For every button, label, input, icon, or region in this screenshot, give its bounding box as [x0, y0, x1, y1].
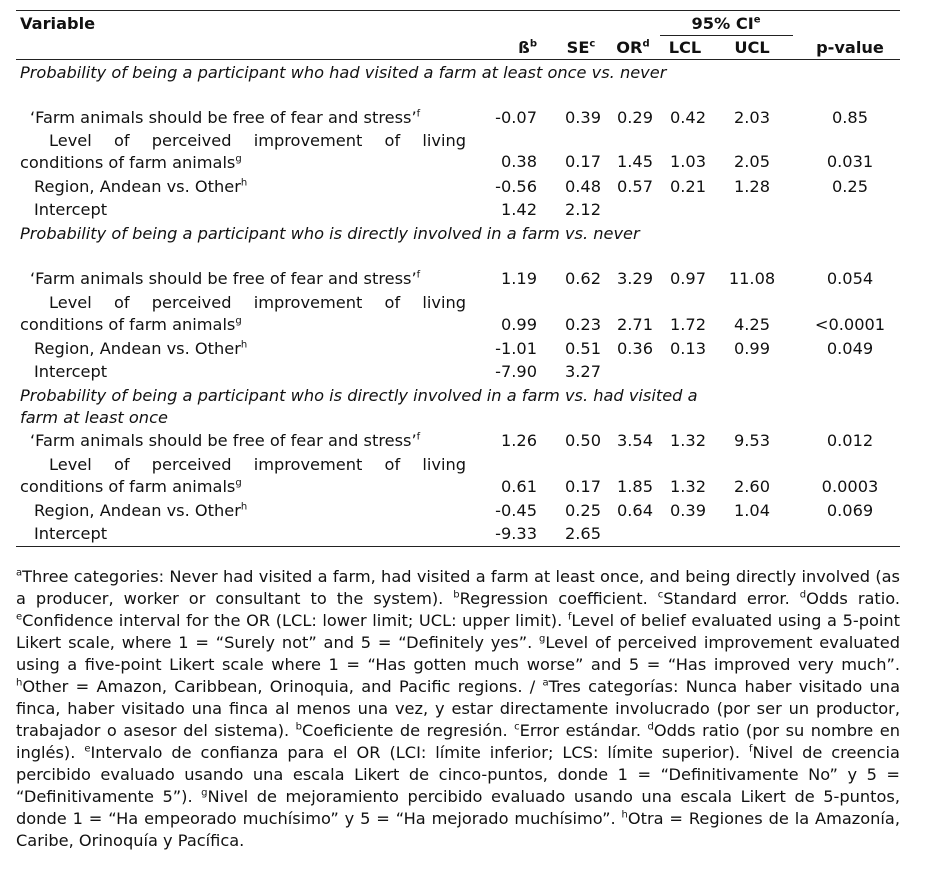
- header-se-sup: c: [589, 38, 596, 50]
- header-beta-sup: b: [529, 38, 537, 50]
- row-label-intercept: Intercept: [34, 524, 108, 543]
- cell-ucl: 1.28: [733, 177, 771, 196]
- cell-ucl: 9.53: [733, 431, 771, 450]
- cell-se: 0.17: [564, 152, 601, 171]
- footnote-a-text: Three categories: Never had visited a farm, had visited a farm at least once, and being directly involved (as a producer, worker or consultant to the system).: [16, 567, 900, 608]
- cell-or: 0.57: [616, 177, 653, 196]
- header-or-text: OR: [616, 38, 643, 57]
- cell-or: 1.85: [616, 477, 653, 496]
- cell-or: 3.29: [616, 269, 653, 288]
- cell-lcl: 0.21: [669, 177, 706, 196]
- cell-pvalue: 0.031: [826, 152, 874, 171]
- cell-beta: -0.07: [495, 108, 537, 127]
- cell-se: 0.23: [564, 315, 601, 334]
- cell-beta: 0.61: [500, 477, 537, 496]
- cell-se: 2.12: [564, 200, 601, 219]
- cell-beta: 1.19: [500, 269, 537, 288]
- cell-pvalue: 0.054: [826, 269, 874, 288]
- cell-beta: -9.33: [495, 524, 537, 543]
- header-ci-text: 95% CI: [691, 14, 754, 33]
- header-bottom-rule: [16, 59, 900, 60]
- header-or: [608, 37, 658, 59]
- cell-or: 0.36: [616, 339, 653, 358]
- section-title-2: Probability of being a participant who is directly involved in a farm vs. never: [20, 224, 640, 243]
- cell-ucl: 1.04: [733, 501, 771, 520]
- row-label-fear: ‘Farm animals should be free of fear and stress’$^f$: [30, 269, 421, 288]
- cell-lcl: 0.39: [669, 501, 706, 520]
- header-lcl-text: LCL: [668, 38, 702, 57]
- ci-underline: [660, 35, 793, 36]
- header-se-text: SE: [566, 38, 590, 57]
- cell-lcl: 0.13: [669, 339, 706, 358]
- header-beta: [482, 37, 537, 59]
- cell-lcl: 0.42: [669, 108, 706, 127]
- header-pvalue: [802, 37, 898, 59]
- section-title-1: Probability of being a participant who had visited a farm at least once vs. never: [20, 63, 667, 82]
- cell-se: 0.17: [564, 477, 601, 496]
- header-ucl: [722, 37, 782, 59]
- cell-pvalue: 0.069: [826, 501, 874, 520]
- header-beta-text: ß: [518, 38, 530, 57]
- cell-ucl: 11.08: [728, 269, 776, 288]
- table-bottom-rule: [16, 546, 900, 547]
- cell-beta: 1.42: [500, 200, 537, 219]
- table-footnotes: [16, 566, 900, 852]
- cell-se: 0.25: [564, 501, 601, 520]
- cell-pvalue: 0.25: [831, 177, 869, 196]
- section-title-3: Probability of being a participant who is directly involved in a farm vs. had visited a farm at least once: [20, 386, 698, 427]
- cell-ucl: 0.99: [733, 339, 771, 358]
- cell-beta: 0.99: [500, 315, 537, 334]
- table-top-rule: [16, 10, 900, 11]
- header-or-sup: d: [642, 38, 650, 50]
- row-label-improvement: Level of perceived improvement of living conditions of farm animals$^g$: [20, 293, 466, 334]
- row-label-region: Region, Andean vs. Other$^h$: [34, 339, 248, 358]
- cell-se: 0.50: [564, 431, 601, 450]
- cell-se: 0.62: [564, 269, 601, 288]
- cell-beta: 0.38: [500, 152, 537, 171]
- header-lcl: [660, 37, 710, 59]
- header-variable: [20, 13, 95, 35]
- header-ci: [660, 13, 792, 35]
- cell-se: 0.48: [564, 177, 601, 196]
- header-variable-text: Variable: [20, 14, 96, 33]
- cell-ucl: 2.05: [733, 152, 771, 171]
- footnote-a-marker: a: [16, 567, 23, 579]
- row-label-fear: ‘Farm animals should be free of fear and stress’$^f$: [30, 108, 421, 127]
- cell-se: 3.27: [564, 362, 601, 381]
- cell-se: 0.51: [564, 339, 601, 358]
- cell-ucl: 2.03: [733, 108, 771, 127]
- cell-lcl: 1.32: [669, 477, 706, 496]
- cell-or: 0.64: [616, 501, 653, 520]
- cell-lcl: 0.97: [669, 269, 706, 288]
- cell-lcl: 1.03: [669, 152, 706, 171]
- cell-pvalue: <0.0001: [814, 315, 886, 334]
- cell-ucl: 2.60: [733, 477, 771, 496]
- cell-or: 0.29: [616, 108, 653, 127]
- cell-or: 2.71: [616, 315, 653, 334]
- row-label-improvement: Level of perceived improvement of living conditions of farm animals$^g$: [20, 131, 466, 172]
- header-se: [556, 37, 606, 59]
- cell-se: 2.65: [564, 524, 601, 543]
- header-ci-sup: e: [753, 14, 761, 26]
- cell-beta: -0.56: [495, 177, 537, 196]
- row-label-fear: ‘Farm animals should be free of fear and stress’$^f$: [30, 431, 421, 450]
- cell-lcl: 1.32: [669, 431, 706, 450]
- cell-beta: -0.45: [495, 501, 537, 520]
- cell-or: 3.54: [616, 431, 653, 450]
- cell-pvalue: 0.012: [826, 431, 874, 450]
- cell-beta: -1.01: [495, 339, 537, 358]
- row-label-region: Region, Andean vs. Other$^h$: [34, 177, 248, 196]
- row-label-region: Region, Andean vs. Other$^h$: [34, 501, 248, 520]
- cell-pvalue: 0.049: [826, 339, 874, 358]
- row-label-improvement: Level of perceived improvement of living conditions of farm animals$^g$: [20, 455, 466, 496]
- cell-se: 0.39: [564, 108, 601, 127]
- cell-or: 1.45: [616, 152, 653, 171]
- footnote-paragraph: $^a$Three categories: Never had visited a farm, had visited a farm at least once, and being directly involved (as a producer, worker or consultant to the system). $^b$Regression coefficient. $^c$Standard error. $^d$Odds ratio. $^e$Confidence interval for the OR (LCL: lower limit; UCL: upper limit). $^f$Level of belief evaluated using a 5-point Likert scale, where 1 = “Surely not” and 5 = “Definitely yes”. $^g$Level of perceived improvement evaluated using a five-point Likert scale where 1 = “Has gotten much worse” and 5 = “Has improved very much”. $^h$Other = Amazon, Caribbean, Orinoquia, and Pacific regions. / $^a$Tres categorías: Nunca haber visitado una finca, haber visitado una finca al menos una vez, y estar directamente involucrado (por ser un productor, trabajador o asesor del sistema). $^b$Coeficiente de regresión. $^c$Error estándar. $^d$Odds ratio (por su nombre en inglés). $^e$Intervalo de confianza para el OR (LCI: límite inferior; LCS: límite superior). $^f$Nivel de creencia percibido evaluado usando una escala Likert de cinco-puntos, donde 1 = “Definitivamente No” y 5 = “Definitivamente 5”). $^g$Nivel de mejoramiento percibido evaluado usando una escala Likert de 5-puntos, donde 1 = “Ha empeorado muchísimo” y 5 = “Ha mejorado muchísimo”. $^h$Otra = Regiones de la Amazonía, Caribe, Orinoquía y Pacífica.: [16, 567, 901, 850]
- cell-ucl: 4.25: [733, 315, 771, 334]
- cell-pvalue: 0.0003: [821, 477, 879, 496]
- header-pvalue-text: p-value: [816, 38, 884, 57]
- row-label-intercept: Intercept: [34, 200, 108, 219]
- cell-beta: 1.26: [500, 431, 537, 450]
- cell-pvalue: 0.85: [831, 108, 869, 127]
- header-ucl-text: UCL: [734, 38, 770, 57]
- cell-lcl: 1.72: [669, 315, 706, 334]
- row-label-intercept: Intercept: [34, 362, 108, 381]
- cell-beta: -7.90: [495, 362, 537, 381]
